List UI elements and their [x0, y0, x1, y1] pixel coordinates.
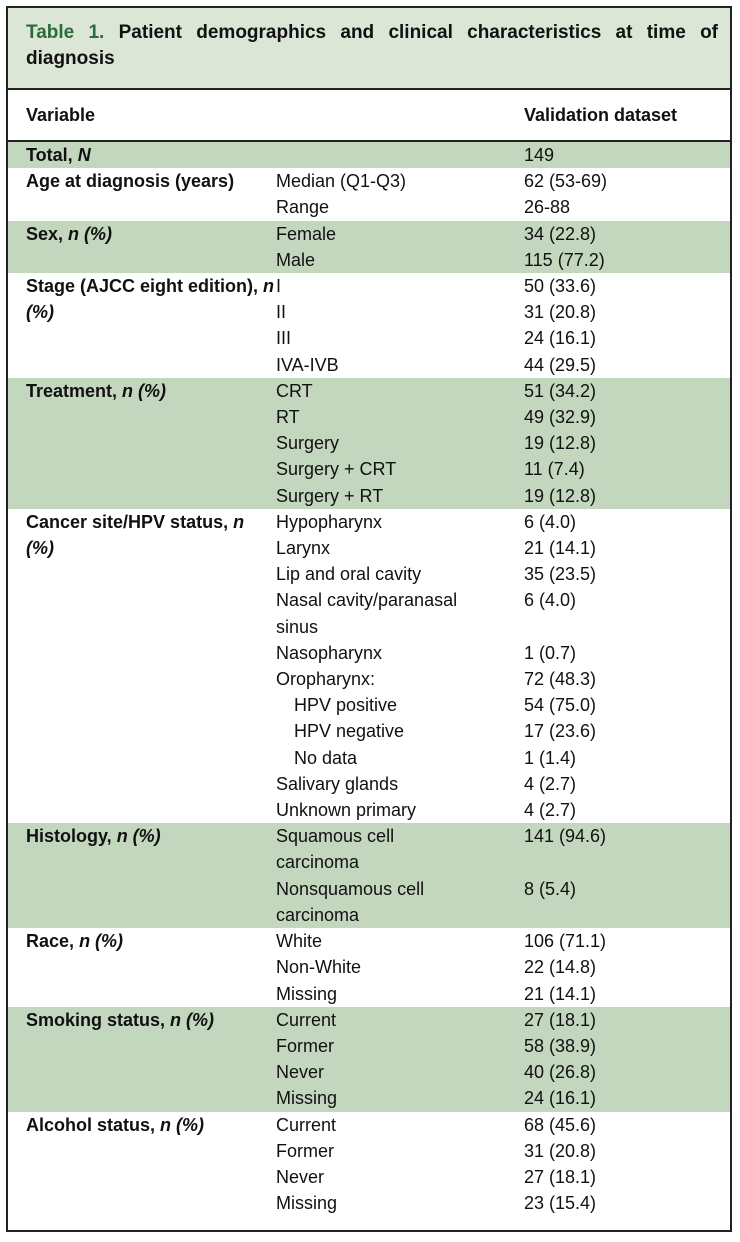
row-value: 115 (77.2)	[524, 249, 605, 270]
group-variable-unit: n (%)	[116, 826, 161, 847]
row-label: I	[276, 276, 282, 297]
row-label: Male	[276, 249, 316, 270]
table-row	[276, 483, 730, 509]
row-label: Surgery + RT	[276, 485, 384, 506]
table-row	[276, 404, 730, 430]
row-value: 40 (26.8)	[524, 1062, 597, 1083]
table-row	[276, 1164, 730, 1190]
row-value: 4 (2.7)	[524, 773, 577, 794]
group-variable-unit: n (%)	[26, 276, 275, 323]
row-value: 31 (20.8)	[524, 1140, 597, 1161]
group-variable	[8, 221, 276, 273]
table-row	[276, 745, 730, 771]
group-variable-name: Sex,	[26, 223, 64, 244]
group-variable	[8, 928, 276, 1007]
row-value: 19 (12.8)	[524, 485, 597, 506]
row-value: 27 (18.1)	[524, 1009, 597, 1030]
row-value: 49 (32.9)	[524, 407, 597, 428]
table-row	[276, 981, 730, 1007]
row-label: Surgery	[276, 433, 340, 454]
group-variable-name: Smoking status,	[26, 1009, 166, 1030]
table-row	[276, 849, 730, 875]
group-variable	[8, 168, 276, 220]
group-variable-unit: n (%)	[122, 380, 167, 401]
table-row	[276, 352, 730, 378]
row-value: 24 (16.1)	[524, 328, 597, 349]
row-label: HPV negative	[294, 721, 405, 742]
table-row	[276, 823, 730, 849]
row-value: 4 (2.7)	[524, 800, 577, 821]
total-value: 149	[524, 145, 555, 165]
table-frame	[6, 6, 732, 1232]
total-symbol: N	[77, 145, 91, 165]
row-value: 58 (38.9)	[524, 1035, 597, 1056]
row-label: Non-White	[276, 957, 362, 978]
group-variable	[8, 273, 276, 378]
row-label: carcinoma	[276, 852, 360, 873]
row-label: Range	[276, 197, 330, 218]
group-variable	[8, 1007, 276, 1112]
row-value: 6 (4.0)	[524, 511, 577, 532]
row-value: 31 (20.8)	[524, 302, 597, 323]
table-row	[276, 587, 730, 613]
table-group	[8, 221, 730, 273]
table-row	[276, 299, 730, 325]
row-label: Larynx	[276, 538, 331, 559]
header-dataset: Validation dataset	[524, 104, 678, 125]
row-value: 35 (23.5)	[524, 564, 597, 585]
table-row	[276, 1033, 730, 1059]
group-variable-name: Age at diagnosis (years)	[26, 171, 235, 192]
row-value: 6 (4.0)	[524, 590, 577, 611]
row-value: 62 (53-69)	[524, 171, 608, 192]
row-value: 68 (45.6)	[524, 1114, 597, 1135]
table-row	[276, 247, 730, 273]
table-group	[8, 273, 730, 378]
group-variable	[8, 378, 276, 509]
row-label: Median (Q1-Q3)	[276, 171, 407, 192]
row-label: Squamous cell	[276, 826, 395, 847]
row-label: Salivary glands	[276, 773, 399, 794]
row-label: Lip and oral cavity	[276, 564, 422, 585]
table-row	[276, 1007, 730, 1033]
row-value	[524, 614, 730, 640]
row-value: 21 (14.1)	[524, 983, 597, 1004]
group-variable-name: Race,	[26, 931, 75, 952]
row-label: Unknown primary	[276, 800, 417, 821]
table-row	[276, 902, 730, 928]
row-value: 34 (22.8)	[524, 223, 597, 244]
table-row	[276, 1112, 730, 1138]
table-row	[276, 718, 730, 744]
row-value: 141 (94.6)	[524, 826, 607, 847]
table-row	[276, 561, 730, 587]
row-label: Current	[276, 1009, 337, 1030]
row-label: Current	[276, 1114, 337, 1135]
row-label: Former	[276, 1035, 334, 1056]
row-value: 72 (48.3)	[524, 669, 597, 690]
group-variable-unit: n (%)	[26, 511, 245, 559]
row-label: No data	[294, 747, 358, 768]
table-caption	[8, 8, 730, 90]
row-value: 44 (29.5)	[524, 354, 597, 375]
table-row	[276, 876, 730, 902]
table-group	[8, 168, 730, 220]
table-row	[276, 221, 730, 247]
row-label: Hypopharynx	[276, 511, 383, 532]
group-variable-unit: n (%)	[79, 931, 124, 952]
row-value: 8 (5.4)	[524, 878, 577, 899]
group-variable-name: Treatment,	[26, 380, 118, 401]
row-value: 1 (1.4)	[524, 747, 577, 768]
table-row	[276, 509, 730, 535]
row-label: HPV positive	[294, 695, 398, 716]
row-value: 1 (0.7)	[524, 642, 577, 663]
table-row	[276, 692, 730, 718]
row-value: 27 (18.1)	[524, 1166, 597, 1187]
table-row	[276, 954, 730, 980]
table-row	[276, 666, 730, 692]
table-header	[8, 90, 730, 142]
row-value	[524, 849, 730, 875]
table-group	[8, 823, 730, 928]
row-value: 24 (16.1)	[524, 1088, 597, 1109]
group-variable-unit: n (%)	[160, 1114, 205, 1135]
row-label: Oropharynx:	[276, 669, 376, 690]
row-value: 11 (7.4)	[524, 459, 585, 480]
row-value: 51 (34.2)	[524, 380, 597, 401]
table-row	[276, 797, 730, 823]
table-row	[276, 640, 730, 666]
row-label: Former	[276, 1140, 334, 1161]
row-value: 21 (14.1)	[524, 538, 597, 559]
row-value: 19 (12.8)	[524, 433, 597, 454]
row-label: sinus	[276, 616, 319, 637]
row-label: Never	[276, 1166, 325, 1187]
group-variable	[8, 823, 276, 928]
table-row	[276, 325, 730, 351]
row-label: CRT	[276, 380, 313, 401]
group-variable	[8, 509, 276, 823]
total-row	[8, 142, 730, 168]
row-value	[524, 902, 730, 928]
table-title: Patient demographics and clinical characteristics at time of diagnosis	[26, 22, 718, 69]
row-label: Never	[276, 1062, 325, 1083]
row-label: IVA-IVB	[276, 354, 339, 375]
table-row	[276, 1059, 730, 1085]
table-row	[276, 1190, 730, 1216]
row-label: Missing	[276, 1088, 338, 1109]
row-label: Surgery + CRT	[276, 459, 397, 480]
table-row	[276, 378, 730, 404]
table-row	[276, 168, 730, 194]
row-value: 17 (23.6)	[524, 721, 597, 742]
row-label: Female	[276, 223, 337, 244]
row-label: carcinoma	[276, 904, 360, 925]
table-body	[8, 168, 730, 1216]
table-row	[276, 614, 730, 640]
table-group	[8, 1112, 730, 1217]
row-value: 50 (33.6)	[524, 276, 597, 297]
row-label: RT	[276, 407, 300, 428]
row-value: 106 (71.1)	[524, 931, 607, 952]
row-label: Missing	[276, 1193, 338, 1214]
table-group	[8, 1007, 730, 1112]
row-label: II	[276, 302, 287, 323]
group-variable-unit: n (%)	[68, 223, 113, 244]
table-row	[276, 194, 730, 220]
row-value: 22 (14.8)	[524, 957, 597, 978]
group-variable-name: Histology,	[26, 826, 112, 847]
row-value: 26-88	[524, 197, 571, 218]
group-variable-name: Cancer site/HPV status,	[26, 511, 229, 532]
row-label: III	[276, 328, 292, 349]
table-row	[276, 928, 730, 954]
group-variable-name: Stage (AJCC eight edition),	[26, 276, 259, 297]
row-label: Missing	[276, 983, 338, 1004]
row-label: Nonsquamous cell	[276, 878, 425, 899]
table-group	[8, 509, 730, 823]
table-number: Table 1.	[26, 22, 105, 43]
row-value: 23 (15.4)	[524, 1193, 597, 1214]
table-row	[276, 1085, 730, 1111]
row-label: White	[276, 931, 323, 952]
total-label-text: Total,	[26, 145, 73, 165]
table-row	[276, 535, 730, 561]
table-row	[276, 456, 730, 482]
row-value: 54 (75.0)	[524, 695, 597, 716]
row-label: Nasal cavity/paranasal	[276, 590, 458, 611]
header-variable: Variable	[26, 104, 96, 125]
table-row	[276, 771, 730, 797]
table-group	[8, 928, 730, 1007]
total-label	[8, 142, 524, 168]
table-row	[276, 1138, 730, 1164]
table-row	[276, 430, 730, 456]
group-variable	[8, 1112, 276, 1217]
table-row	[276, 273, 730, 299]
table-group	[8, 378, 730, 509]
row-label: Nasopharynx	[276, 642, 383, 663]
group-variable-name: Alcohol status,	[26, 1114, 156, 1135]
group-variable-unit: n (%)	[170, 1009, 215, 1030]
